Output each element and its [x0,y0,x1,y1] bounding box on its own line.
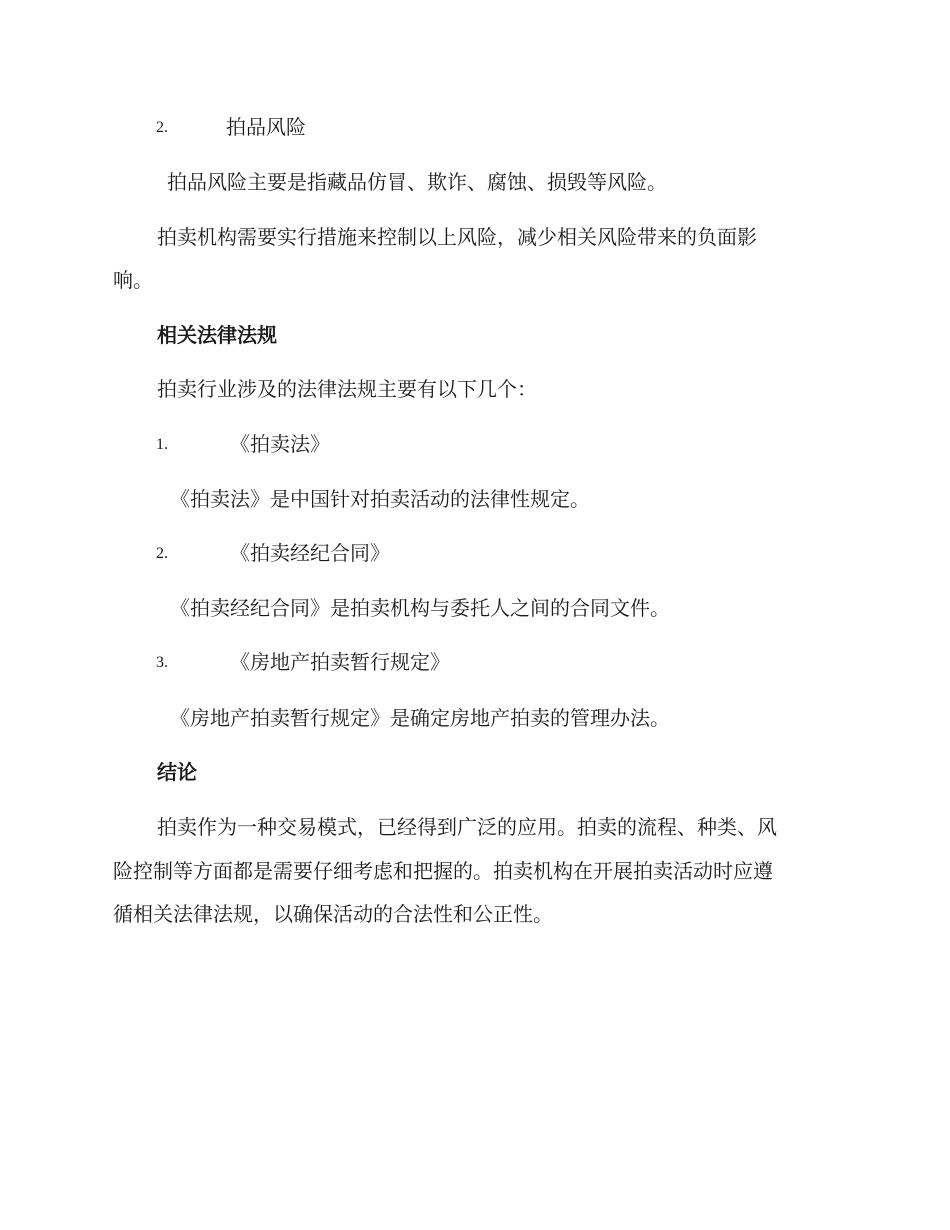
paragraph-line: 拍卖机构需要实行措施来控制以上风险，减少相关风险带来的负面影 [157,225,757,249]
section-heading: 结论 [157,760,197,784]
list-item-title: 《拍卖经纪合同》 [230,541,390,565]
paragraph-line: 循相关法律法规，以确保活动的合法性和公正性。 [113,902,553,926]
list-item-title: 《拍卖法》 [230,432,330,456]
paragraph-line: 险控制等方面都是需要仔细考虑和把握的。拍卖机构在开展拍卖活动时应遵 [113,859,773,883]
list-number: 3. [156,654,168,671]
list-item-description: 《拍卖法》是中国针对拍卖活动的法律性规定。 [170,487,590,511]
section-heading: 相关法律法规 [157,323,277,347]
section-intro: 拍卖行业涉及的法律法规主要有以下几个： [157,377,537,401]
list-item-description: 《拍卖经纪合同》是拍卖机构与委托人之间的合同文件。 [170,596,670,620]
paragraph-line: 拍卖作为一种交易模式，已经得到广泛的应用。拍卖的流程、种类、风 [157,815,777,839]
list-item-description: 《房地产拍卖暂行规定》是确定房地产拍卖的管理办法。 [170,706,670,730]
paragraph-line: 响。 [113,268,153,292]
list-number: 1. [156,436,168,453]
list-item-description: 拍品风险主要是指藏品仿冒、欺诈、腐蚀、损毁等风险。 [167,170,667,194]
list-item-title: 拍品风险 [226,115,306,139]
list-number: 2. [156,119,168,136]
list-number: 2. [156,545,168,562]
list-item-title: 《房地产拍卖暂行规定》 [230,650,450,674]
